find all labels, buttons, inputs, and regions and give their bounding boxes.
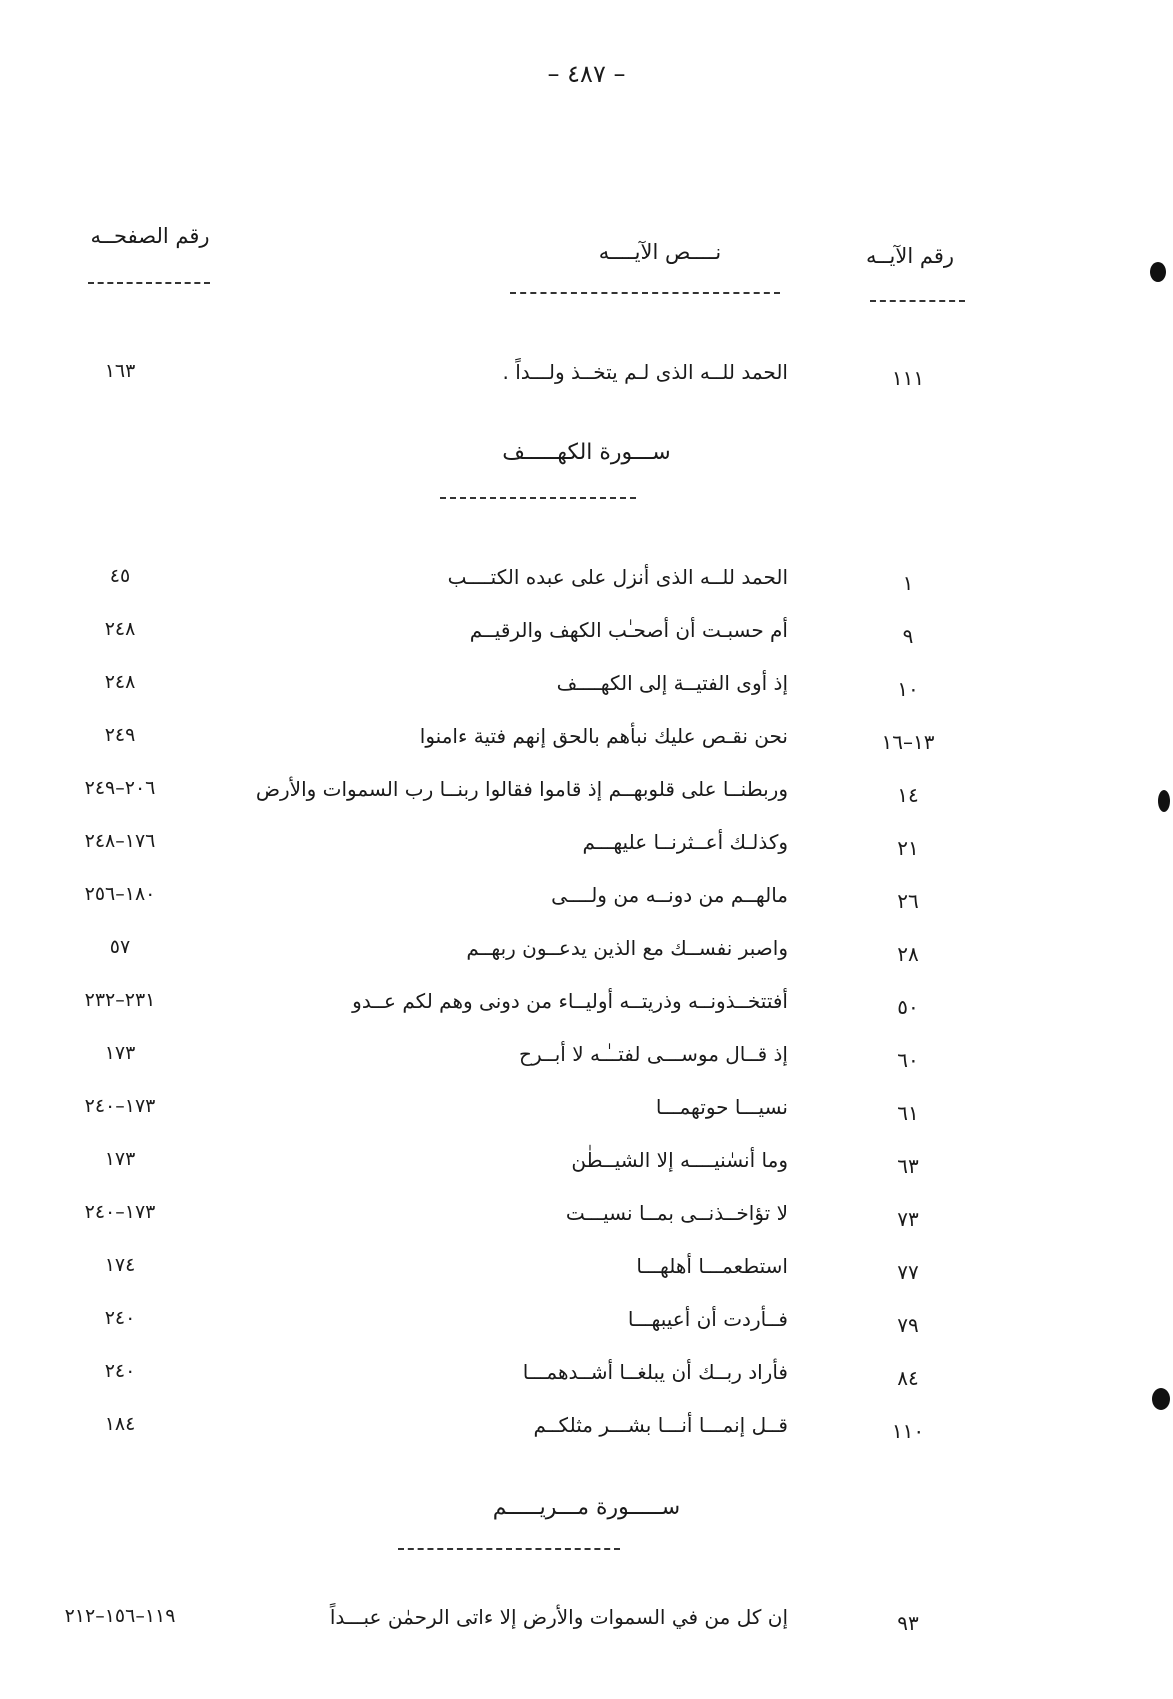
page-reference: ١٧٤	[104, 1254, 136, 1276]
index-row	[0, 777, 1173, 817]
index-row	[0, 360, 1173, 400]
verse-text: إذ قــال موســـى لفتــٰـه لا أبــرح	[519, 1042, 788, 1066]
verse-text: إن كل من في السموات والأرض إلا ءاتى الرحمٰن عبـــداً	[329, 1605, 788, 1629]
page-reference: ٢٤٨	[104, 618, 136, 640]
page-reference: ٥٧	[109, 936, 131, 958]
verse-text: وكذلـك أعــثرنــا عليهـــم	[582, 830, 788, 854]
index-row	[0, 883, 1173, 923]
verse-text: أم حسبـت أن أصحـٰب الكهف والرقيــم	[469, 618, 788, 642]
verse-number: ٦٠	[897, 1048, 919, 1072]
page-reference: ١٧٣–٢٤٠	[84, 1201, 156, 1223]
header-page-ref-rule	[88, 282, 210, 284]
index-row	[0, 724, 1173, 764]
page-reference: ٢٤٠	[104, 1360, 136, 1382]
verse-text: وربطنــا على قلوبهــم إذ قاموا فقالوا ربنــا رب السموات والأرض	[255, 777, 788, 801]
ink-blot	[1158, 790, 1170, 812]
verse-text: وما أنسٰنيــــه إلا الشيــطٰن	[571, 1148, 788, 1172]
page-number: – ٤٨٧ –	[547, 60, 626, 88]
header-verse-number: رقم الآيــه	[865, 244, 955, 268]
index-row	[0, 1307, 1173, 1347]
index-row	[0, 989, 1173, 1029]
surah-title-rule	[440, 497, 636, 499]
page-reference: ٤٥	[109, 565, 131, 587]
verse-number: ٦٣	[897, 1154, 919, 1178]
verse-number: ٨٤	[897, 1366, 919, 1390]
surah-title: ســـورة الكهـــــف	[502, 440, 671, 465]
index-row	[0, 671, 1173, 711]
verse-number: ٧٣	[897, 1207, 919, 1231]
verse-text: الحمد للــه الذى أنزل على عبده الكتــــب	[447, 565, 788, 589]
verse-text: فأراد ربــك أن يبلغــا أشــدهمـــا	[522, 1360, 788, 1384]
index-row	[0, 1254, 1173, 1294]
verse-number: ٢٨	[897, 942, 919, 966]
header-verse-text-rule	[510, 292, 780, 294]
page-reference: ١٦٣	[104, 360, 136, 382]
verse-number: ١٤	[897, 783, 919, 807]
index-row	[0, 1042, 1173, 1082]
header-verse-number-rule	[870, 300, 965, 302]
header-verse-text: نــــص الآيــــه	[598, 240, 722, 264]
page-reference: ١٧٣	[104, 1042, 136, 1064]
verse-text: أفتتخــذونــه وذريتــه أوليــاء من دونى وهم لكم عــدو	[352, 989, 788, 1013]
ink-blot	[1150, 262, 1166, 282]
verse-text: نحن نقـص عليك نبأهم بالحق إنهم فتية ءامنوا	[419, 724, 788, 748]
verse-text: مالهــم من دونــه من ولــــى	[551, 883, 788, 907]
index-row	[0, 1605, 1173, 1645]
verse-number: ٩٣	[897, 1611, 919, 1635]
surah-title-rule	[398, 1548, 620, 1550]
verse-number: ١١٠	[891, 1419, 925, 1443]
verse-number: ١٠	[897, 677, 919, 701]
ink-blot	[1152, 1388, 1170, 1410]
page-reference: ٢٤٠	[104, 1307, 136, 1329]
verse-number: ٢٦	[897, 889, 919, 913]
index-row	[0, 618, 1173, 658]
index-row	[0, 565, 1173, 605]
index-row	[0, 830, 1173, 870]
verse-number: ١٣–١٦	[881, 730, 935, 754]
page-reference: ٢٤٩	[104, 724, 136, 746]
verse-text: استطعمـــا أهلهـــا	[636, 1254, 788, 1278]
verse-number: ١	[902, 571, 914, 595]
verse-text: لا تؤاخــذنــى بمــا نسيـــت	[565, 1201, 788, 1225]
page-reference: ١١٩–١٥٦–٢١٢	[64, 1605, 176, 1627]
page-reference: ١٧٣–٢٤٠	[84, 1095, 156, 1117]
verse-number: ٦١	[897, 1101, 919, 1125]
verse-number: ١١١	[891, 366, 925, 390]
verse-number: ٥٠	[897, 995, 919, 1019]
page-reference: ١٨٤	[104, 1413, 136, 1435]
page-reference: ٢٤٨	[104, 671, 136, 693]
page-reference: ١٧٦–٢٤٨	[84, 830, 156, 852]
index-row	[0, 1360, 1173, 1400]
index-row	[0, 1148, 1173, 1188]
header-page-ref: رقم الصفحــه	[90, 224, 210, 248]
page-reference: ١٧٣	[104, 1148, 136, 1170]
page-reference: ٢٠٦–٢٤٩	[84, 777, 156, 799]
verse-text: نسيـــا حوتهمـــا	[655, 1095, 788, 1119]
index-row	[0, 1413, 1173, 1453]
verse-text: فــأردت أن أعيبهـــا	[627, 1307, 788, 1331]
verse-number: ٢١	[897, 836, 919, 860]
verse-text: إذ أوى الفتيــة إلى الكهــــف	[556, 671, 788, 695]
surah-title: ســـــورة مـــريـــــم	[492, 1495, 681, 1520]
verse-number: ٩	[902, 624, 914, 648]
verse-text: قــل إنمـــا أنـــا بشـــر مثلكــم	[533, 1413, 788, 1437]
verse-number: ٧٧	[897, 1260, 919, 1284]
index-row	[0, 936, 1173, 976]
verse-text: واصبر نفســك مع الذين يدعــون ربهــم	[466, 936, 788, 960]
index-row	[0, 1201, 1173, 1241]
page-reference: ١٨٠–٢٥٦	[84, 883, 156, 905]
verse-text: الحمد للــه الذى لـم يتخــذ ولـــداً .	[502, 360, 788, 384]
verse-number: ٧٩	[897, 1313, 919, 1337]
page-reference: ٢٣١–٢٣٢	[84, 989, 156, 1011]
index-row	[0, 1095, 1173, 1135]
